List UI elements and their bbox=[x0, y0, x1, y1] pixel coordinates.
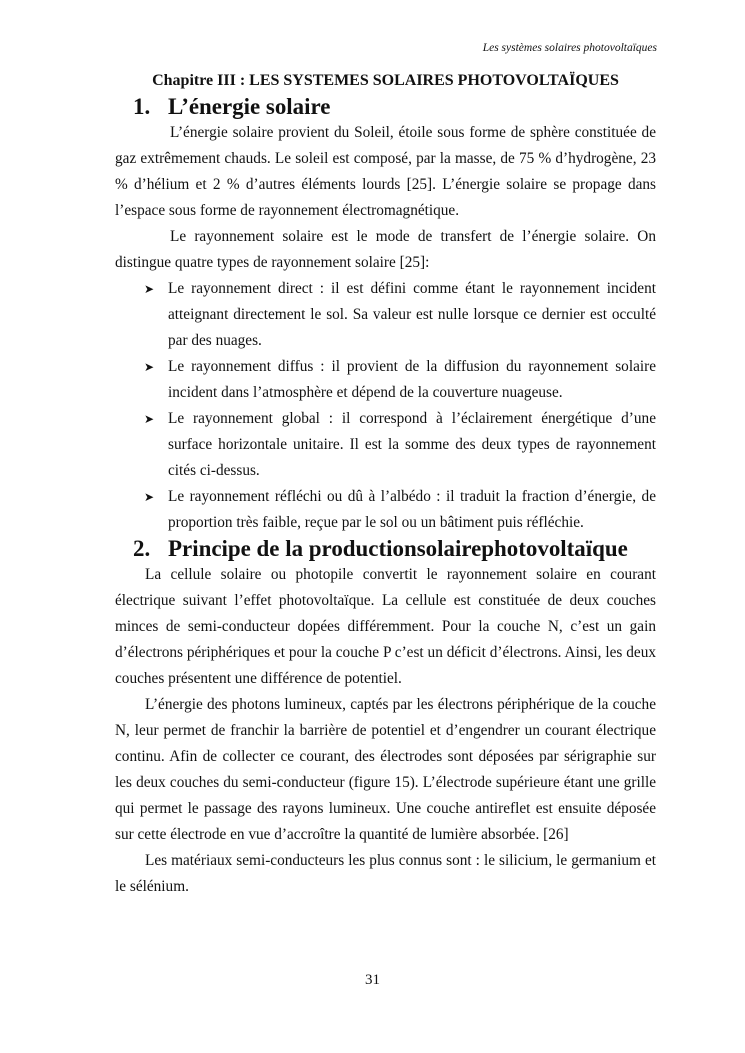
arrowhead-bullet-icon: ➤ bbox=[144, 490, 155, 504]
section-number: 2. bbox=[133, 536, 151, 561]
paragraph: Le rayonnement solaire est le mode de transfert de l’énergie solaire. On distingue quatre types de rayonnement solaire [25]: bbox=[115, 228, 656, 271]
paragraph: L’énergie des photons lumineux, captés par les électrons périphérique de la couche N, leur permet de franchir la barrière de potentiel et d’engendrer un courant électrique continu. Afin de collecter ce courant, des électrodes sont déposées par sérigraphie sur les deux couches du semi-conducteur (figure 15). L’électrode supérieure étant une grille qui permet le passage des rayons lumineux. Une couche antireflet est ensuite déposée sur cette électrode en vue d’accroître la quantité de lumière absorbée. [26] bbox=[115, 696, 656, 843]
list-item-text: Le rayonnement direct : il est défini comme étant le rayonnement incident atteignant directement le sol. Sa valeur est nulle lorsque ce dernier est occulté par des nuages. bbox=[168, 280, 656, 349]
list-item bbox=[144, 354, 656, 406]
list-item bbox=[144, 276, 656, 354]
paragraph: L’énergie solaire provient du Soleil, étoile sous forme de sphère constituée de gaz extrêmement chauds. Le soleil est composé, par la masse, de 75 % d’hydrogène, 23 % d’hélium et 2 % d’autres éléments lourds [25]. L’énergie solaire se propage dans l’espace sous forme de rayonnement électromagnétique. bbox=[115, 124, 656, 219]
list-item-text: Le rayonnement diffus : il provient de la diffusion du rayonnement solaire incident dans l’atmosphère et dépend de la couverture nuageuse. bbox=[168, 358, 656, 401]
paragraph: La cellule solaire ou photopile convertit le rayonnement solaire en courant électrique suivant l’effet photovoltaïque. La cellule est constituée de deux couches minces de semi-conducteur dopées différemment. Pour la couche N, c’est un gain d’électrons périphériques et pour la couche P c’est un déficit d’électrons. Ainsi, les deux couches présentent une différence de potentiel. bbox=[115, 566, 656, 687]
section-number: 1. bbox=[133, 94, 151, 119]
arrowhead-bullet-icon: ➤ bbox=[144, 412, 155, 426]
chapter-title: Chapitre III : LES SYSTEMES SOLAIRES PHOTOVOLTAÏQUES bbox=[152, 72, 619, 89]
list-item-text: Le rayonnement global : il correspond à l’éclairement énergétique d’une surface horizontale unitaire. Il est la somme des deux types de rayonnement cités ci-dessus. bbox=[168, 410, 656, 479]
radiation-types-list bbox=[115, 276, 656, 536]
section-title: Principe de la productionsolairephotovoltaïque bbox=[168, 536, 628, 561]
page-content bbox=[115, 68, 656, 900]
section-heading bbox=[115, 536, 656, 562]
paragraph: Les matériaux semi-conducteurs les plus connus sont : le silicium, le germanium et le sélénium. bbox=[115, 852, 656, 895]
section-heading bbox=[115, 94, 656, 120]
running-header: Les systèmes solaires photovoltaïques bbox=[482, 42, 657, 54]
list-item bbox=[144, 484, 656, 536]
arrowhead-bullet-icon: ➤ bbox=[144, 282, 155, 296]
section-title: L’énergie solaire bbox=[168, 94, 331, 119]
page-number: 31 bbox=[365, 972, 380, 988]
arrowhead-bullet-icon: ➤ bbox=[144, 360, 155, 374]
list-item bbox=[144, 406, 656, 484]
list-item-text: Le rayonnement réfléchi ou dû à l’albédo : il traduit la fraction d’énergie, de proportion très faible, reçue par le sol ou un bâtiment puis réfléchie. bbox=[168, 488, 656, 531]
